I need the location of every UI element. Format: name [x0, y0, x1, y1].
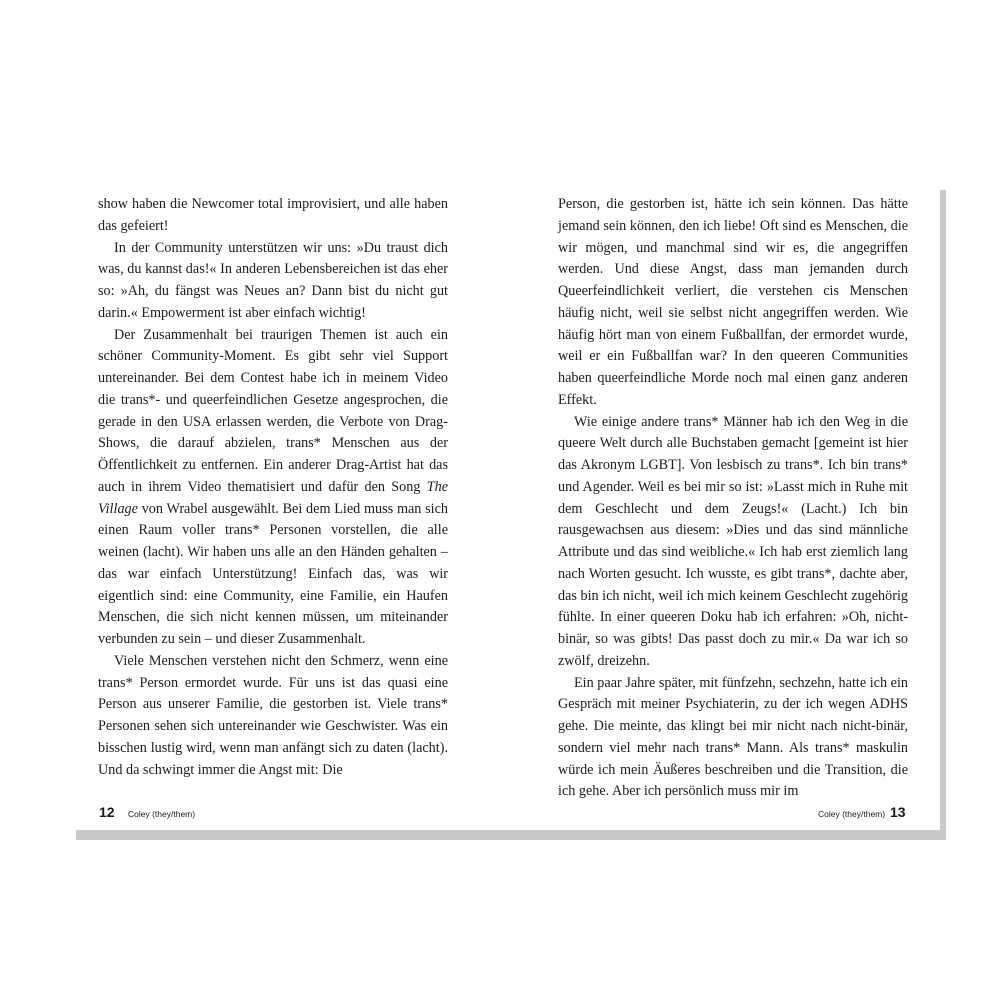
paragraph-text: von Wrabel ausgewählt. Bei dem Lied muss man sich einen Raum voller trans* Personen vorstellen, die alle weinen (lacht). Wir haben uns alle an den Händen gehalten – das war einfach Unterstützung! Einfach das, was wir eigentlich sind: eine Community, eine Familie, ein Haufen Menschen, die sich nicht kennen müssen, um miteinander verbunden zu sein – und dieser Zusammenhalt. [98, 500, 448, 647]
paragraph: show haben die Newcomer total improvisiert, und alle haben das gefeiert! [98, 196, 448, 234]
page-number-right: 13 [890, 804, 906, 820]
running-head-right: Coley (they/them) [818, 809, 886, 819]
right-page-body [558, 194, 908, 803]
paragraph: In der Community unterstützen wir uns: »Du traust dich was, du kannst das!« In anderen Lebensbereichen ist das eher so: »Ah, du fängst was Neues an? Dann bist du nicht gut darin.« Empowerment ist aber einfach wichtig! [98, 239, 448, 321]
paragraph: Person, die gestorben ist, hätte ich sein können. Das hätte jemand sein können, den ich liebe! Oft sind es Menschen, die wir mögen, und manchmal sind wir es, die angegriffen werden. Und diese Angst, dass man jemanden durch Queerfeindlichkeit verliert, die verstehen cis Menschen häufig nicht, weil sie selbst nicht angegriffen werden. Wie häufig hört man von einem Fußballfan, der ermordet wurde, weil er ein Fußballfan war? In den queeren Communities haben queerfeindliche Morde noch mal einen ganz anderen Effekt. [558, 196, 908, 408]
paragraph [98, 325, 448, 651]
book-spread [68, 182, 940, 830]
paragraph: Ein paar Jahre später, mit fünfzehn, sechzehn, hatte ich ein Gespräch mit meiner Psychiaterin, zu der ich wegen ADHS gehe. Die meinte, das klingt bei mir nicht nach nicht-binär, sondern viel mehr nach trans* Mann. Als trans* maskulin würde ich mein Äußeres beschreiben und die Transition, die ich gehe. Aber ich persönlich muss mir im [558, 674, 908, 800]
left-page-body [98, 194, 448, 781]
paragraph-text: Der Zusammenhalt bei traurigen Themen ist auch ein schöner Community-Moment. Es gibt sehr viel Support untereinander. Bei dem Contest habe ich in meinem Video die trans*- und queerfeindlichen Gesetze angesprochen, die gerade in den USA erlassen werden, die Verbote von Drag-Shows, die darauf abzielen, trans* Menschen aus der Öffentlichkeit zu entfernen. Ein anderer Drag-Artist hat das auch in ihrem Video thematisiert und dafür den Song [98, 326, 448, 495]
paragraph: Wie einige andere trans* Männer hab ich den Weg in die queere Welt durch alle Buchstaben gemacht [gemeint ist hier das Akronym LGBT]. Von lesbisch zu trans*. Ich bin trans* und Agender. Weil es bei mir so ist: »Lasst mich in Ruhe mit dem Geschlecht und dem Zeugs!« (Lacht.) Ich bin rausgewachsen aus diesem: »Dies und das sind männliche Attribute und das sind weibliche.« Ich hab erst ziemlich lang nach Worten gesucht. Ich wusste, es gibt trans*, dachte aber, das bin ich nicht, weil ich mich keinem Geschlecht zugehörig fühlte. In einer queeren Doku hab ich erfahren: »Oh, nicht-binär, so was gibts! Das passt doch zu mir.« Da war ich so zwölf, dreizehn. [558, 413, 908, 669]
song-title: The Village [98, 478, 448, 517]
paragraph: Viele Menschen verstehen nicht den Schmerz, wenn eine trans* Person ermordet wurde. Für uns ist das quasi eine Person aus unserer Familie, die gestorben ist. Viele trans* Personen sehen sich untereinander wie Geschwister. Was ein bisschen lustig wird, wenn man anfängt sich zu daten (lacht). Und da schwingt immer die Angst mit: Die [98, 652, 448, 778]
page-number-left: 12 [99, 804, 115, 820]
running-head-left: Coley (they/them) [128, 809, 196, 819]
